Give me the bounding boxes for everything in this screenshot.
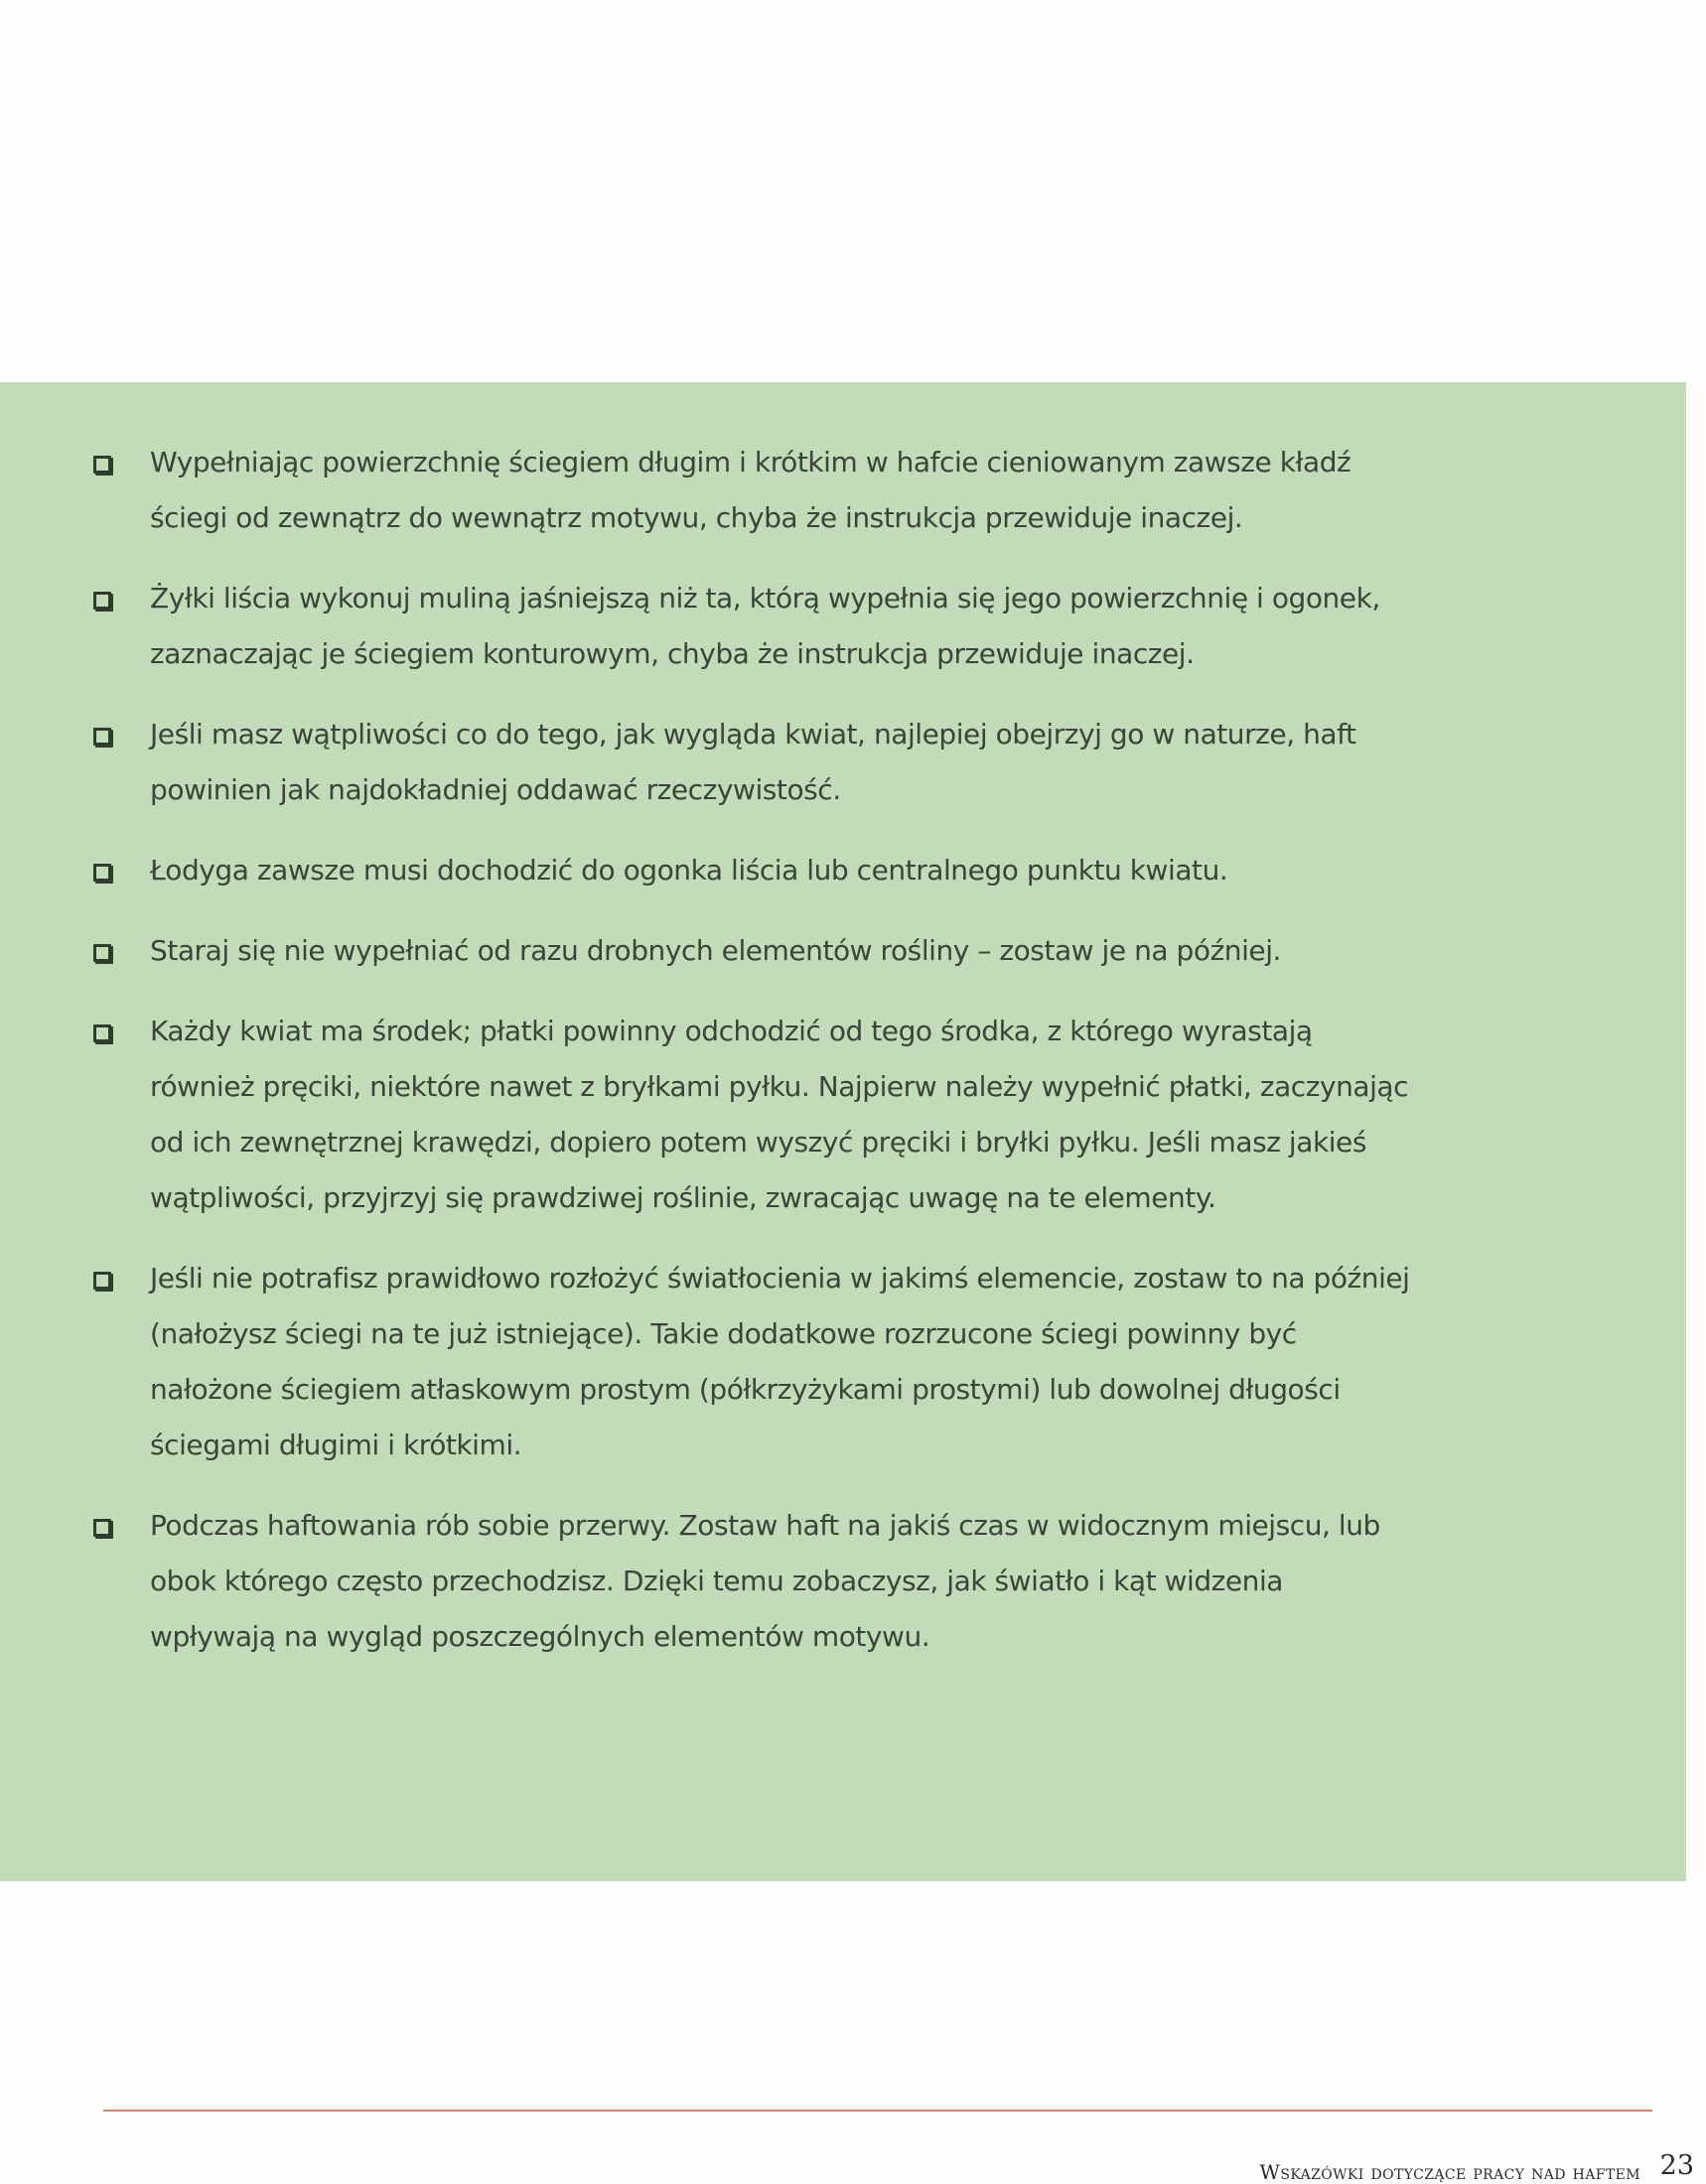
running-head: Wskazówki dotyczące pracy nad haftem (1259, 2160, 1640, 2184)
tip-item (93, 707, 1414, 818)
page-number: 23 (1659, 2150, 1694, 2181)
checkbox-bullet-icon (93, 592, 111, 610)
tip-text: Żyłki liścia wykonuj muliną jaśniejszą niż ta, którą wypełnia się jego powierzchnię i ogonek, zaznaczając je ściegiem konturowym, chyba że instrukcja przewiduje inaczej. (150, 582, 1380, 670)
tip-item (93, 1004, 1414, 1226)
footer-divider (103, 2110, 1652, 2112)
tip-text: Jeśli masz wątpliwości co do tego, jak wygląda kwiat, najlepiej obejrzyj go w naturze, haft powinien jak najdokładniej oddawać rzeczywistość. (150, 718, 1356, 806)
tips-list (93, 435, 1414, 1690)
checkbox-bullet-icon (93, 864, 111, 882)
tip-item (93, 1498, 1414, 1665)
tip-item (93, 435, 1414, 546)
tip-text: Staraj się nie wypełniać od razu drobnych elementów rośliny – zostaw je na później. (150, 934, 1281, 967)
tip-item (93, 571, 1414, 682)
tip-item (93, 923, 1414, 979)
tips-panel (0, 382, 1686, 1881)
tip-text: Podczas haftowania rób sobie przerwy. Zostaw haft na jakiś czas w widocznym miejscu, lub obok którego często przechodzisz. Dzięki temu zobaczysz, jak światło i kąt widzenia wpływają na wygląd poszczególnych elementów motywu. (150, 1509, 1380, 1653)
checkbox-bullet-icon (93, 1272, 111, 1290)
tip-text: Każdy kwiat ma środek; płatki powinny odchodzić od tego środka, z którego wyrastają również pręciki, niektóre nawet z bryłkami pyłku. Najpierw należy wypełnić płatki, zaczynając od ich zewnętrznej krawędzi, dopiero potem wyszyć pręciki i bryłki pyłku. Jeśli masz jakieś wątpliwości, przyjrzyj się prawdziwej roślinie, zwracając uwagę na te elementy. (150, 1015, 1409, 1214)
tip-item (93, 1251, 1414, 1473)
tip-text: Wypełniając powierzchnię ściegiem długim i krótkim w hafcie cieniowanym zawsze kładź ściegi od zewnątrz do wewnątrz motywu, chyba że instrukcja przewiduje inaczej. (150, 446, 1351, 534)
tip-item (93, 843, 1414, 898)
tip-text: Jeśli nie potrafisz prawidłowo rozłożyć światłocienia w jakimś elemencie, zostaw to na później (nałożysz ściegi na te już istniejące). Takie dodatkowe rozrzucone ściegi powinny być nałożone ściegiem atłaskowym prostym (półkrzyżykami prostymi) lub dowolnej długości ściegami długimi i krótkimi. (150, 1262, 1410, 1461)
checkbox-bullet-icon (93, 944, 111, 962)
tip-text: Łodyga zawsze musi dochodzić do ogonka liścia lub centralnego punktu kwiatu. (150, 854, 1228, 887)
checkbox-bullet-icon (93, 456, 111, 474)
checkbox-bullet-icon (93, 728, 111, 746)
checkbox-bullet-icon (93, 1024, 111, 1042)
checkbox-bullet-icon (93, 1519, 111, 1537)
